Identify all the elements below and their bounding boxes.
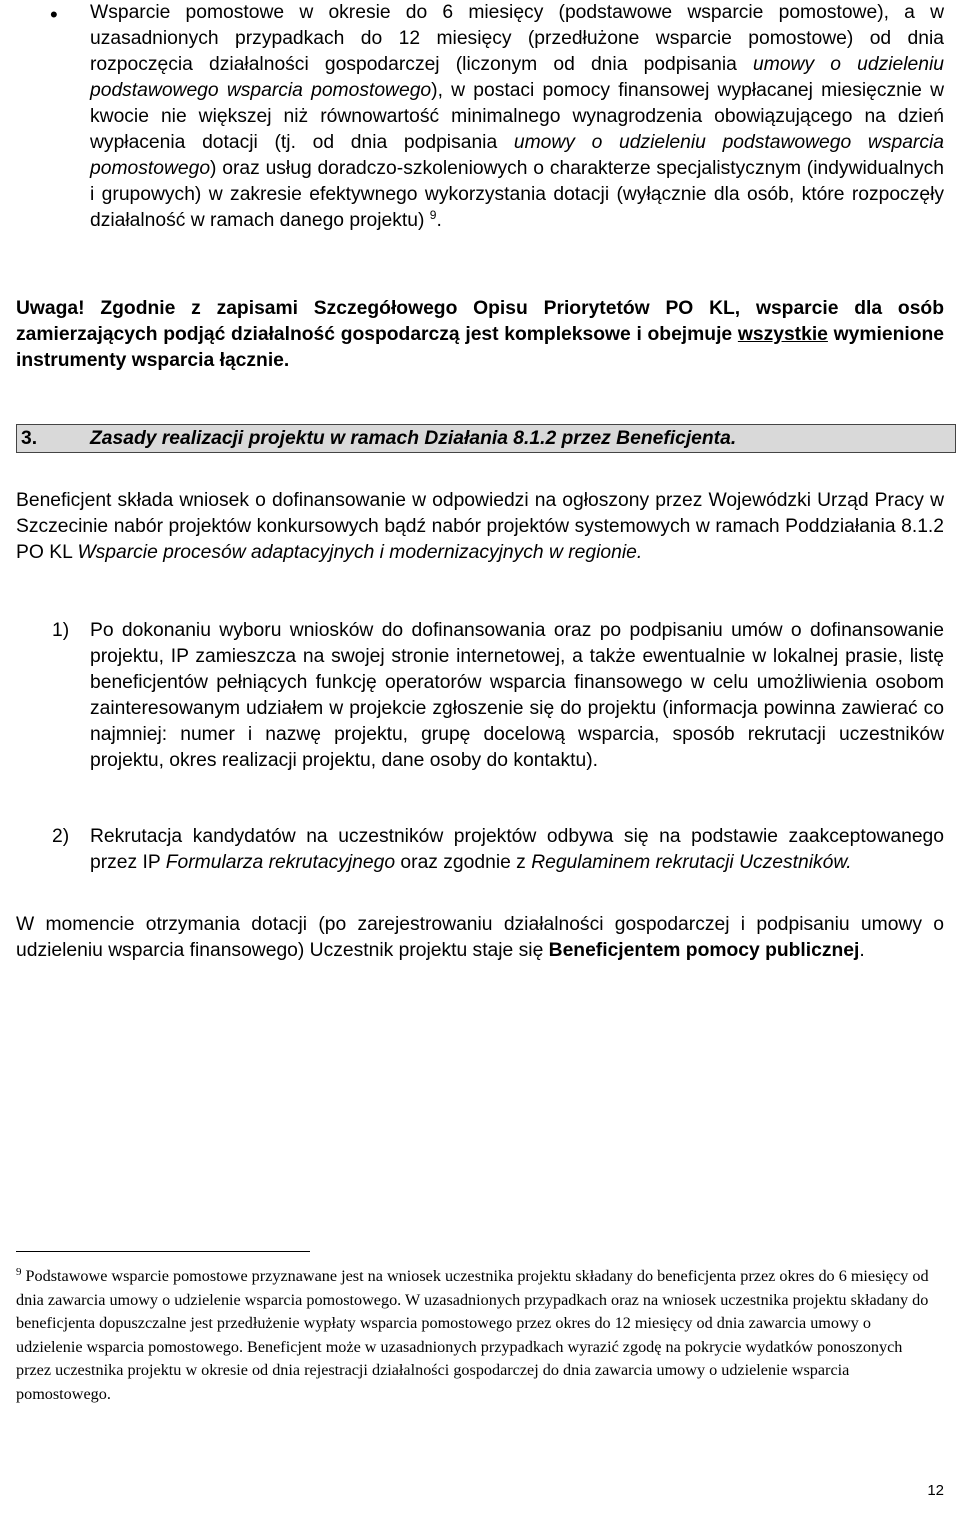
section-number: 3.	[21, 428, 38, 449]
intro-paragraph: Beneficjent składa wniosek o dofinansowanie w odpowiedzi na ogłoszony przez Wojewódzki Urząd Pracy w Szczecinie nabór projektów konkursowych bądź nabór projektów systemowych w ramach Poddziałania 8.1.2 PO KL Wsparcie procesów adaptacyjnych i modernizacyjnych w regionie.	[16, 490, 944, 563]
bullet-dot: •	[50, 2, 58, 27]
section-title: Zasady realizacji projektu w ramach Działania 8.1.2 przez Beneficjenta.	[90, 428, 737, 449]
bullet-paragraph: Wsparcie pomostowe w okresie do 6 miesięcy (podstawowe wsparcie pomostowe), a w uzasadnionych przypadkach do 12 miesięcy (przedłużone wsparcie pomostowe) od dnia rozpoczęcia działalności gospodarczej (liczonym od dnia podpisania umowy o udzieleniu podstawowego wsparcia pomostowego), w postaci pomocy finansowej wypłacanej miesięcznie w kwocie nie większej niż równowartość minimalnego wynagrodzenia obowiązującego na dzień wypłacenia dotacji (tj. od dnia podpisania umowy o udzieleniu podstawowego wsparcia pomostowego) oraz usług doradczo-szkoleniowych o charakterze specjalistycznym (indywidualnych i grupowych) w zakresie efektywnego wykorzystania dotacji (wyłącznie dla osób, które rozpoczęły działalność w ramach danego projektu) $^9$.	[90, 2, 944, 231]
note-paragraph: Uwaga! Zgodnie z zapisami Szczegółowego Opisu Priorytetów PO KL, wsparcie dla osób zamierzających podjąć działalność gospodarczą jest kompleksowe i obejmuje wszystkie wymienione instrumenty wsparcia łącznie.	[16, 298, 944, 371]
list-item-text: Po dokonaniu wyboru wniosków do dofinansowania oraz po podpisaniu umów o dofinansowanie projektu, IP zamieszcza na swojej stronie internetowej, a także ewentualnie w lokalnej prasie, listę beneficjentów pełniących funkcję operatorów wsparcia finansowego w celu umożliwienia osobom zainteresowanym udziałem w projekcie zgłoszenie się do projektu (informacja powinna zawierać co najmniej: numer i nazwę projektu, grupę docelową wsparcia, sposób rekrutacji uczestników projektu, okres realizacji projektu, dane osoby do kontaktu).	[90, 620, 944, 771]
bullet-item	[0, 0, 960, 260]
footnote-reference[interactable]: 9	[429, 208, 437, 222]
footnote-mark: 9	[16, 1266, 22, 1278]
underlined-word: wszystkie	[737, 324, 828, 345]
list-item-text: Rekrutacja kandydatów na uczestników projektów odbywa się na podstawie zaakceptowanego przez IP Formularza rekrutacyjnego oraz zgodnie z Regulaminem rekrutacji Uczestników.	[90, 826, 944, 873]
list-item-number: 1)	[52, 620, 70, 641]
list-item-number: 2)	[52, 826, 70, 847]
footnote: $^9$ Podstawowe wsparcie pomostowe przyznawane jest na wniosek uczestnika projektu składany do beneficjenta przez okres do 6 miesięcy od dnia zawarcia umowy o udzielenie wsparcia pomostowego. W uzasadnionych przypadkach oraz na wniosek uczestnika projektu składany do beneficjenta dopuszczalne jest przedłużenie wypłaty wsparcia pomostowego przez okres do 12 miesięcy od dnia zawarcia umowy o udzielenie wsparcia pomostowego. Beneficjent może w uzasadnionych przypadkach wyrazić zgodę na pokrycie wydatków ponoszonych przez uczestnika projektu w okresie od dnia rejestracji działalności gospodarczej do dnia zawarcia umowy o udzielenie wsparcia pomostowego.	[16, 1266, 929, 1403]
footnote-separator	[16, 1251, 310, 1252]
page-number: 12	[927, 1482, 944, 1499]
section-heading	[16, 424, 956, 453]
closing-paragraph: W momencie otrzymania dotacji (po zarejestrowaniu działalności gospodarczej i podpisaniu umowy o udzieleniu wsparcia finansowego) Uczestnik projektu staje się Beneficjentem pomocy publicznej.	[16, 914, 944, 961]
